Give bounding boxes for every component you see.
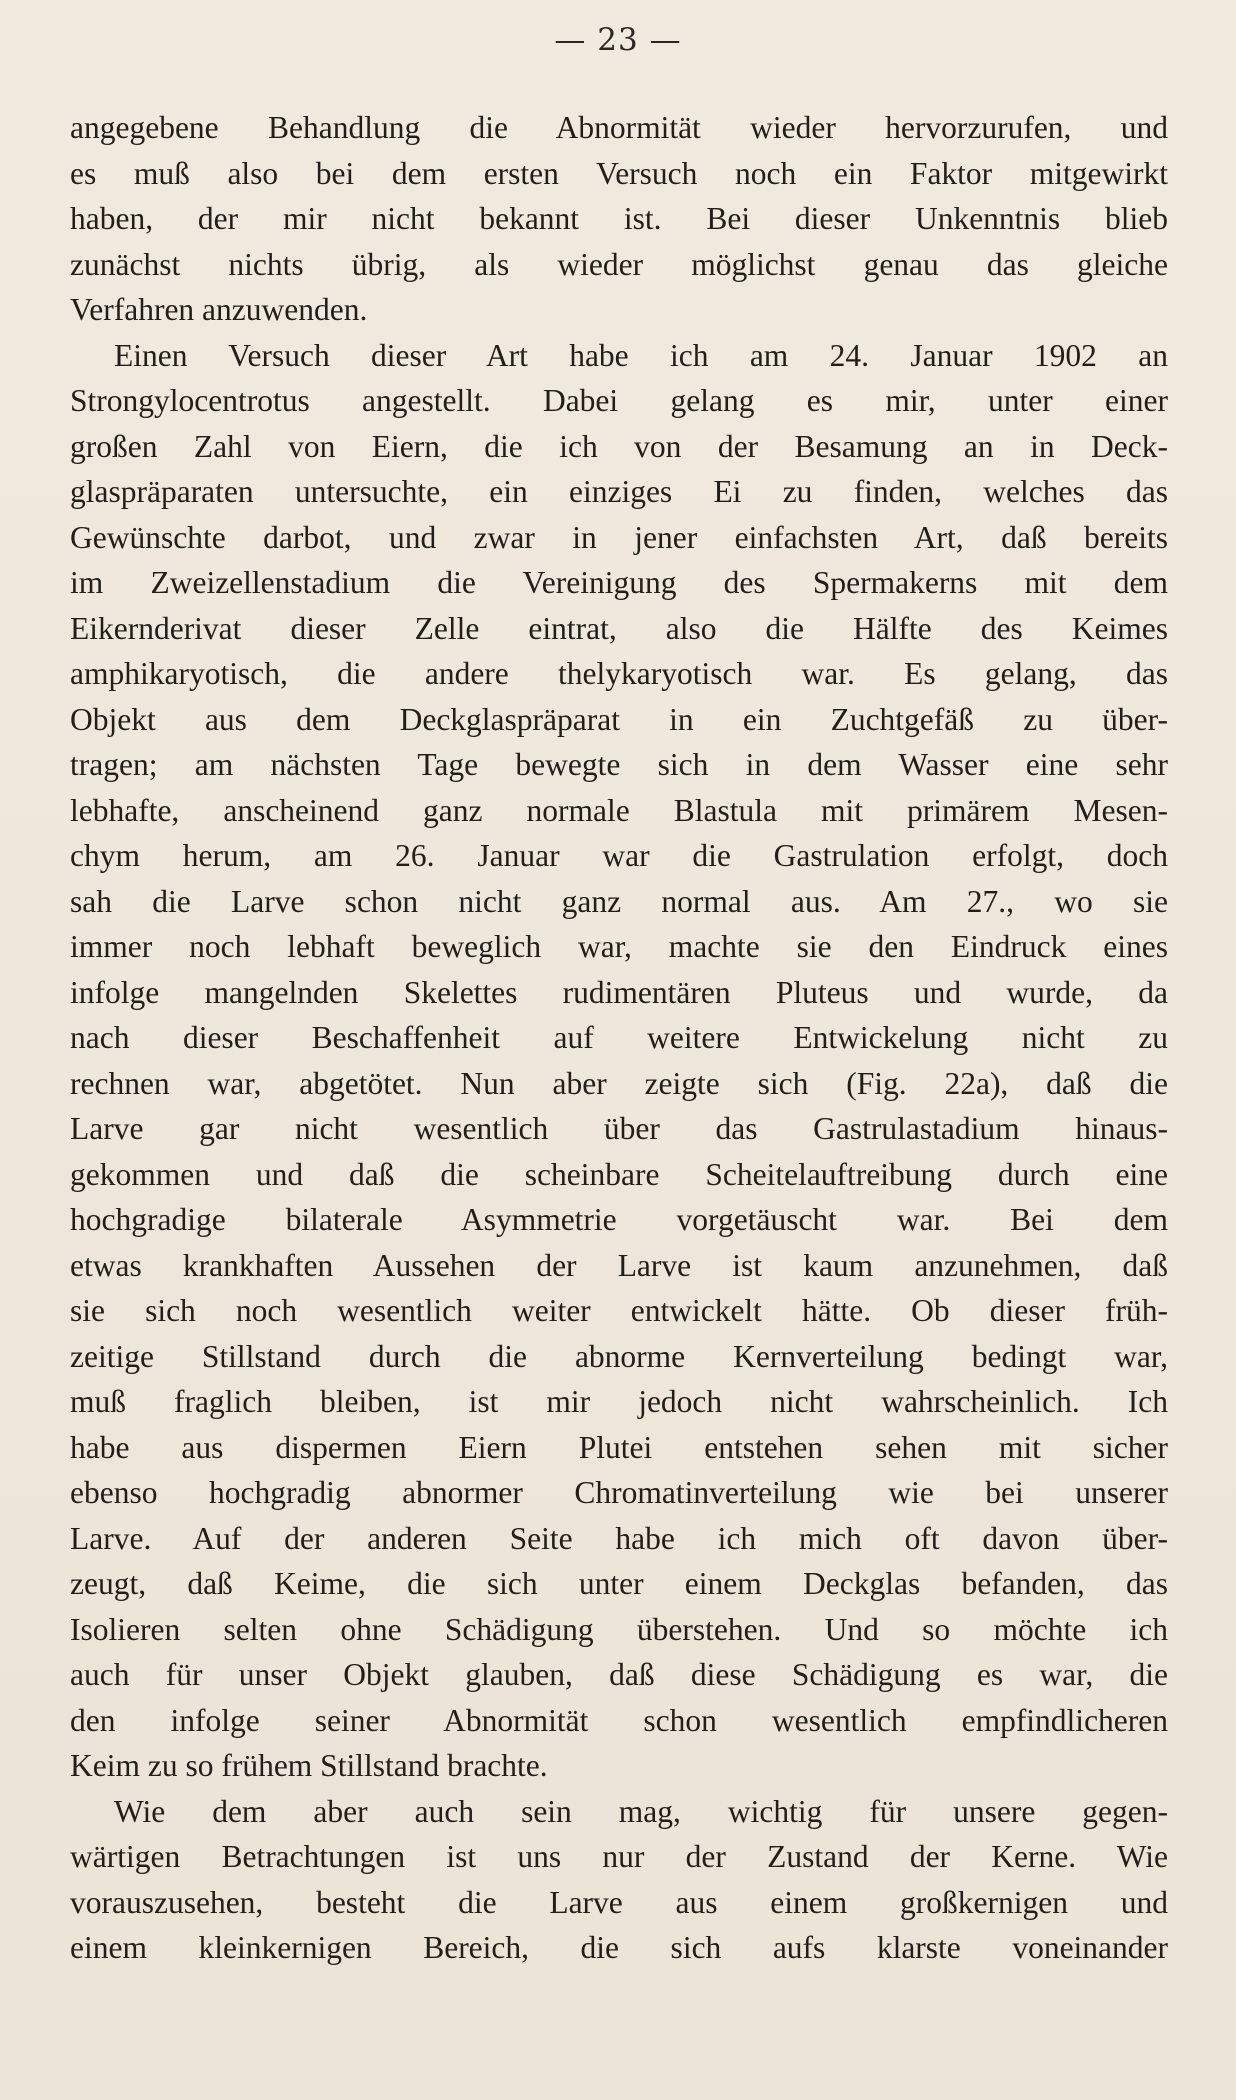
text-line: habe aus dispermen Eiern Plutei entstehen sehen mit sicher bbox=[70, 1429, 1168, 1465]
text-line: Objekt aus dem Deckglaspräparat in ein Zuchtgefäß zu über- bbox=[70, 701, 1168, 737]
paragraph-2 bbox=[70, 333, 1168, 1789]
page-number: — 23 — bbox=[554, 22, 682, 58]
paragraph-3 bbox=[70, 1789, 1168, 1971]
text-line: Isolieren selten ohne Schädigung überstehen. Und so möchte ich bbox=[70, 1611, 1168, 1647]
text-line: zeugt, daß Keime, die sich unter einem Deckglas befanden, das bbox=[70, 1566, 1168, 1601]
text-line: Verfahren anzuwenden. bbox=[70, 292, 368, 327]
text-line: den infolge seiner Abnormität schon wesentlich empfindlicheren bbox=[70, 1702, 1168, 1738]
text-line: chym herum, am 26. Januar war die Gastrulation erfolgt, doch bbox=[70, 838, 1168, 873]
text-line: ebenso hochgradig abnormer Chromatinverteilung wie bei unserer bbox=[70, 1475, 1168, 1510]
text-line: angegebene Behandlung die Abnormität wieder hervorzurufen, und bbox=[70, 110, 1168, 145]
paragraph-1 bbox=[70, 105, 1168, 333]
text-line: Larve. Auf der anderen Seite habe ich mich oft davon über- bbox=[70, 1520, 1168, 1556]
text-line: muß fraglich bleiben, ist mir jedoch nicht wahrscheinlich. Ich bbox=[70, 1384, 1168, 1419]
text-line: zunächst nichts übrig, als wieder möglichst genau das gleiche bbox=[70, 246, 1168, 282]
text-line: nach dieser Beschaffenheit auf weitere Entwickelung nicht zu bbox=[70, 1020, 1168, 1055]
text-line: Gewünschte darbot, und zwar in jener einfachsten Art, daß bereits bbox=[70, 519, 1168, 555]
text-line: haben, der mir nicht bekannt ist. Bei dieser Unkenntnis blieb bbox=[70, 201, 1168, 236]
text-line: lebhafte, anscheinend ganz normale Blastula mit primärem Mesen- bbox=[70, 792, 1168, 828]
text-line: sah die Larve schon nicht ganz normal aus. Am 27., wo sie bbox=[70, 883, 1168, 919]
text-line: Keim zu so frühem Stillstand brachte. bbox=[70, 1748, 548, 1783]
text-line: Strongylocentrotus angestellt. Dabei gelang es mir, unter einer bbox=[70, 383, 1168, 418]
text-line: sie sich noch wesentlich weiter entwickelt hätte. Ob dieser früh- bbox=[70, 1293, 1168, 1328]
text-line: wärtigen Betrachtungen ist uns nur der Zustand der Kerne. Wie bbox=[70, 1839, 1168, 1874]
text-line: tragen; am nächsten Tage bewegte sich in dem Wasser eine sehr bbox=[70, 747, 1168, 782]
text-line: es muß also bei dem ersten Versuch noch ein Faktor mitgewirkt bbox=[70, 155, 1168, 191]
text-line: einem kleinkernigen Bereich, die sich aufs klarste voneinander bbox=[70, 1930, 1168, 1965]
text-line: auch für unser Objekt glauben, daß diese Schädigung es war, die bbox=[70, 1657, 1168, 1692]
text-line: immer noch lebhaft beweglich war, machte sie den Eindruck eines bbox=[70, 929, 1168, 964]
text-line: Wie dem aber auch sein mag, wichtig für unsere gegen- bbox=[114, 1793, 1168, 1829]
text-line: großen Zahl von Eiern, die ich von der Besamung an in Deck- bbox=[70, 428, 1168, 464]
text-line: glaspräparaten untersuchte, ein einziges Ei zu finden, welches das bbox=[70, 474, 1168, 509]
text-line: Eikernderivat dieser Zelle eintrat, also die Hälfte des Keimes bbox=[70, 610, 1168, 646]
text-line: amphikaryotisch, die andere thelykaryotisch war. Es gelang, das bbox=[70, 656, 1168, 691]
text-line: Einen Versuch dieser Art habe ich am 24. Januar 1902 an bbox=[114, 337, 1168, 373]
text-line: infolge mangelnden Skelettes rudimentären Pluteus und wurde, da bbox=[70, 974, 1168, 1010]
text-line: etwas krankhaften Aussehen der Larve ist kaum anzunehmen, daß bbox=[70, 1247, 1168, 1283]
body-text bbox=[70, 105, 1168, 1971]
text-line: hochgradige bilaterale Asymmetrie vorgetäuscht war. Bei dem bbox=[70, 1202, 1168, 1237]
text-line: vorauszusehen, besteht die Larve aus einem großkernigen und bbox=[70, 1884, 1168, 1920]
text-line: rechnen war, abgetötet. Nun aber zeigte sich (Fig. 22a), daß die bbox=[70, 1065, 1168, 1101]
text-line: zeitige Stillstand durch die abnorme Kernverteilung bedingt war, bbox=[70, 1338, 1168, 1374]
text-line: gekommen und daß die scheinbare Scheitelauftreibung durch eine bbox=[70, 1156, 1168, 1192]
text-line: im Zweizellenstadium die Vereinigung des Spermakerns mit dem bbox=[70, 565, 1168, 600]
text-line: Larve gar nicht wesentlich über das Gastrulastadium hinaus- bbox=[70, 1111, 1168, 1146]
